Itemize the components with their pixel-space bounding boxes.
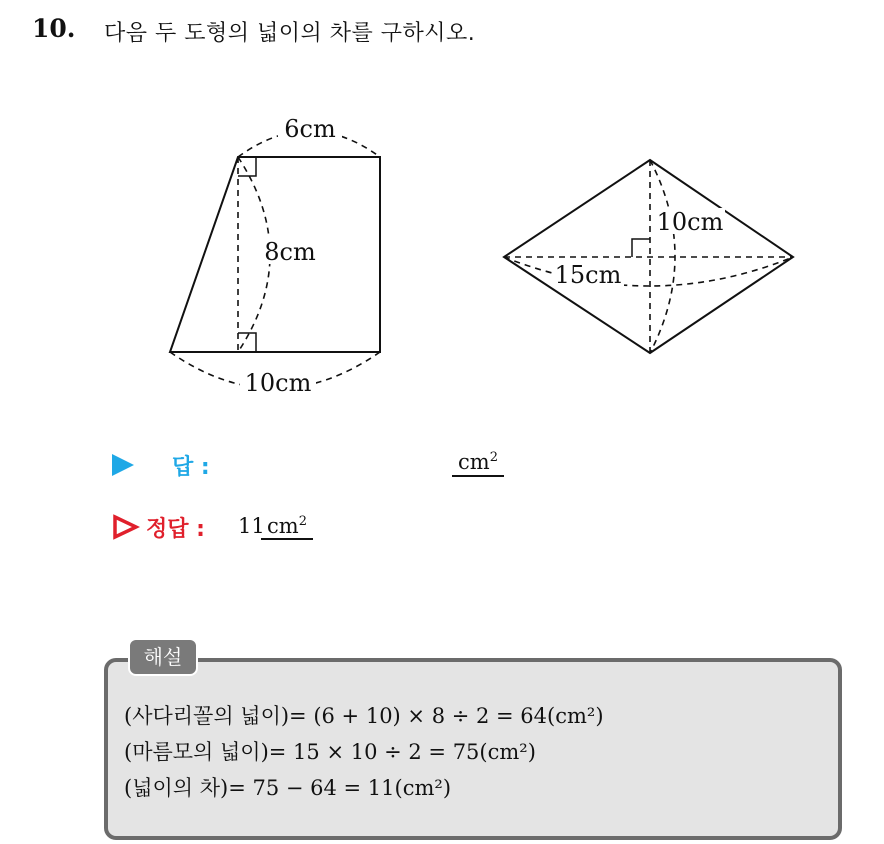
solution-label: 정답 : <box>146 517 205 542</box>
answer-unit-exponent: 2 <box>489 450 498 465</box>
explanation-line: (사다리꼴의 넓이)= (6 + 10) × 8 ÷ 2 = 64(cm²) <box>124 704 604 728</box>
solution-row <box>112 512 532 544</box>
explanation-line: (마름모의 넓이)= 15 × 10 ÷ 2 = 75(cm²) <box>124 740 536 764</box>
rhombus-long-dimension-arc <box>504 257 793 286</box>
solution-unit: cm <box>267 514 299 538</box>
question-text: 다음 두 도형의 넓이의 차를 구하시오. <box>104 21 476 46</box>
play-icon <box>112 454 134 476</box>
answer-unit: cm <box>458 450 490 474</box>
answer-row <box>112 450 532 480</box>
trapezoid-bottom-label: 10cm <box>244 369 312 397</box>
rhombus-short-diagonal-label: 10cm <box>656 208 724 236</box>
answer-label: 답 : <box>172 455 210 480</box>
play-outline-icon <box>112 514 140 540</box>
explanation-line: (넓이의 차)= 75 − 64 = 11(cm²) <box>124 776 452 800</box>
solution-unit-wrap <box>261 514 313 540</box>
question-number: 10. <box>32 14 76 43</box>
explanation-tag: 해설 <box>128 638 198 676</box>
trapezoid-top-label: 6cm <box>284 115 336 143</box>
answer-blank[interactable] <box>452 450 504 477</box>
trapezoid-height-label: 8cm <box>264 238 316 266</box>
rhombus-right-angle-mark <box>632 239 650 257</box>
rhombus-figure <box>504 160 793 353</box>
rhombus-long-diagonal-label: 15cm <box>554 261 622 289</box>
solution-unit-exponent: 2 <box>298 514 307 529</box>
solution-value: 11 <box>238 514 265 538</box>
